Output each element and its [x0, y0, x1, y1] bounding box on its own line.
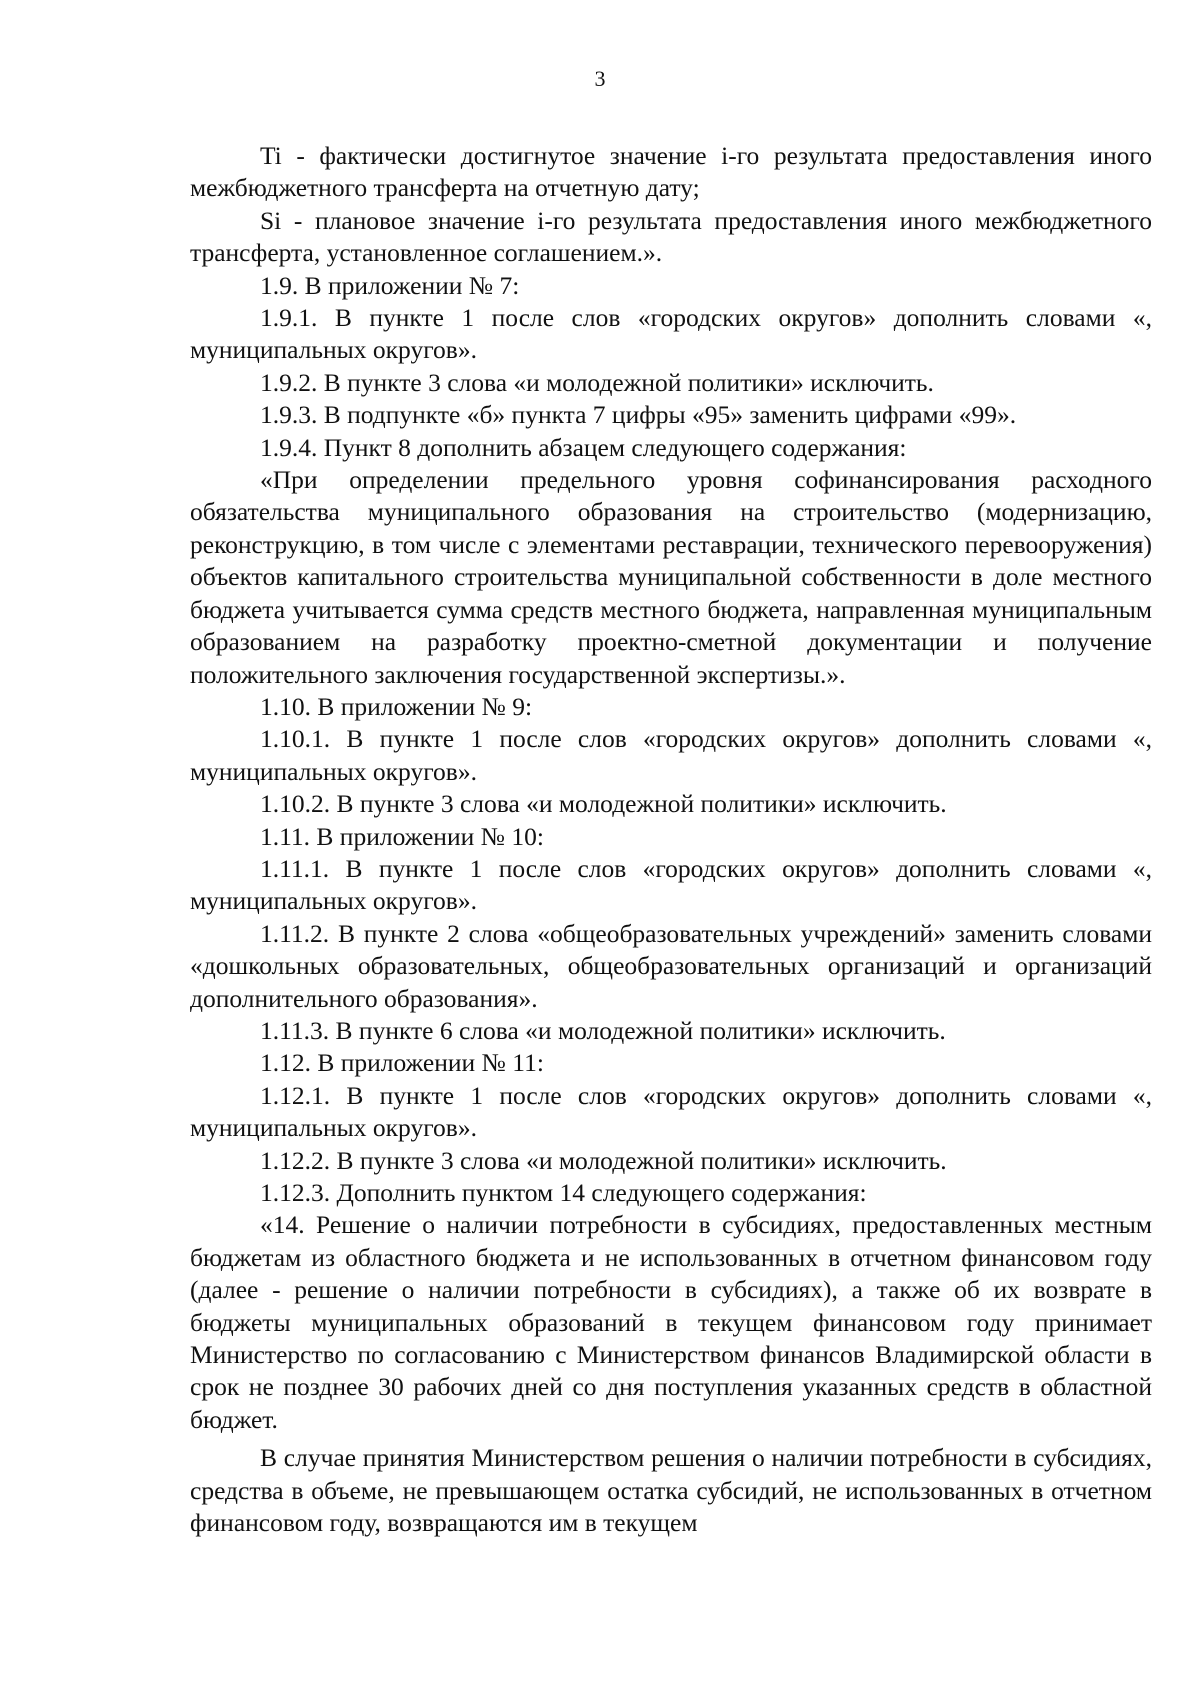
clause-1-12: 1.12. В приложении № 11: [260, 1048, 544, 1078]
paragraph-ti-definition: Ti - фактически достигнутое значение i-го результата предоставления иного межбюджетного трансферта на отчетную дату; [190, 141, 1152, 203]
clause-1-9-2: 1.9.2. В пункте 3 слова «и молодежной политики» исключить. [260, 367, 934, 397]
paragraph-return-of-subsidies: В случае принятия Министерством решения о наличии потребности в субсидиях, средства в объеме, не превышающем остатка субсидий, не использованных в отчетном финансовом году, возвращаются им в текущем [190, 1443, 1152, 1538]
quoted-paragraph-14: «14. Решение о наличии потребности в субсидиях, предоставленных местным бюджетам из областного бюджета и не использованных в отчетном финансовом году (далее - решение о наличии потребности в субсидиях), а также об их возврате в бюджеты муниципальных образований в текущем финансовом году принимает Министерство по согласованию с Министерством финансов Владимирской области в срок не позднее 30 рабочих дней со дня поступления указанных средств в областной бюджет. [190, 1210, 1152, 1434]
clause-1-9-1: 1.9.1. В пункте 1 после слов «городских округов» дополнить словами «, муниципальных округов». [190, 303, 1152, 365]
page-number: 3 [594, 66, 606, 91]
clause-1-11-3: 1.11.3. В пункте 6 слова «и молодежной политики» исключить. [260, 1015, 946, 1045]
clause-1-10-1: 1.10.1. В пункте 1 после слов «городских округов» дополнить словами «, муниципальных округов». [190, 724, 1152, 786]
clause-1-9-4: 1.9.4. Пункт 8 дополнить абзацем следующего содержания: [260, 432, 907, 462]
clause-1-11-2: 1.11.2. В пункте 2 слова «общеобразовательных учреждений» заменить словами «дошкольных образовательных, общеобразовательных организаций и организаций дополнительного образования». [190, 918, 1152, 1013]
clause-1-9-3: 1.9.3. В подпункте «б» пункта 7 цифры «95» заменить цифрами «99». [260, 400, 1017, 430]
clause-1-11: 1.11. В приложении № 10: [260, 821, 544, 851]
quoted-paragraph-cofinancing: «При определении предельного уровня софинансирования расходного обязательства муниципального образования на строительство (модернизацию, реконструкцию, в том числе с элементами реставрации, технического перевооружения) объектов капитального строительства муниципальной собственности в доле местного бюджета учитывается сумма средств местного бюджета, направленная муниципальным образованием на разработку проектно-сметной документации и получение положительного заключения государственной экспертизы.». [190, 465, 1152, 689]
clause-1-10-2: 1.10.2. В пункте 3 слова «и молодежной политики» исключить. [260, 789, 947, 819]
clause-1-10: 1.10. В приложении № 9: [260, 691, 533, 721]
clause-1-12-3: 1.12.3. Дополнить пунктом 14 следующего содержания: [260, 1178, 867, 1207]
clause-1-12-1: 1.12.1. В пункте 1 после слов «городских округов» дополнить словами «, муниципальных округов». [190, 1080, 1152, 1143]
clause-1-11-1: 1.11.1. В пункте 1 после слов «городских округов» дополнить словами «, муниципальных округов». [190, 853, 1152, 916]
document-body [190, 140, 1152, 1539]
paragraph-si-definition: Si - плановое значение i-го результата предоставления иного межбюджетного трансферта, установленное соглашением.». [190, 205, 1152, 268]
clause-1-9: 1.9. В приложении № 7: [260, 270, 520, 300]
clause-1-12-2: 1.12.2. В пункте 3 слова «и молодежной политики» исключить. [260, 1145, 947, 1175]
